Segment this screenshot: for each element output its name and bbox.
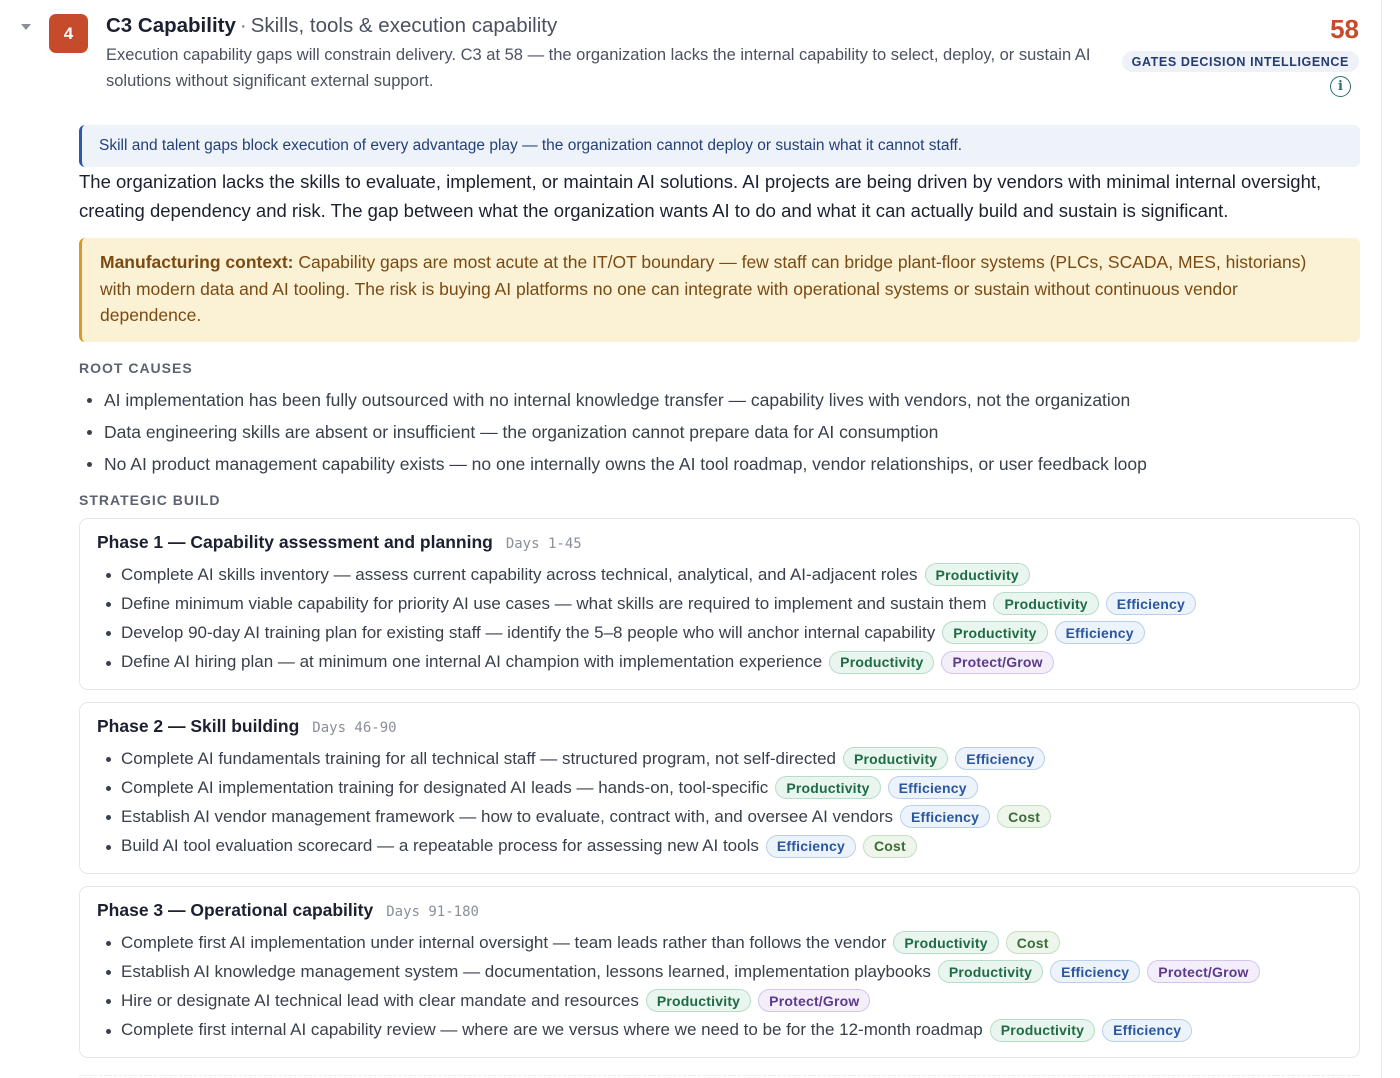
phase-item-text: Complete AI implementation training for designated AI leads — hands-on, tool-specific bbox=[121, 777, 769, 797]
phase-item bbox=[121, 648, 1359, 677]
tag-productivity-badge: Productivity bbox=[993, 592, 1098, 615]
tag-cost-badge: Cost bbox=[1006, 931, 1060, 954]
tag-cost-badge: Cost bbox=[863, 835, 917, 858]
tag-productivity-badge: Productivity bbox=[893, 931, 998, 954]
title-main: C3 Capability bbox=[106, 14, 236, 37]
phase-item bbox=[121, 618, 1359, 647]
phase-item-text: Complete AI skills inventory — assess current capability across technical, analytical, and AI-adjacent roles bbox=[121, 564, 918, 584]
phase-item bbox=[121, 744, 1359, 773]
section-summary: Execution capability gaps will constrain delivery. C3 at 58 — the organization lacks the internal capability to select, deploy, or sustain AI solutions without significant external support. bbox=[106, 46, 1091, 90]
tag-efficiency-badge: Efficiency bbox=[900, 805, 990, 828]
score-value: 58 bbox=[1330, 14, 1359, 44]
tag-efficiency-badge: Efficiency bbox=[1106, 592, 1196, 615]
phase-item bbox=[121, 957, 1359, 986]
phase-item-text: Establish AI knowledge management system — documentation, lessons learned, implementation playbooks bbox=[121, 961, 931, 981]
phase-days: Days 1-45 bbox=[505, 536, 582, 552]
context-text: Capability gaps are most acute at the IT/OT boundary — few staff can bridge plant-floor systems (PLCs, SCADA, MES, historians) with modern data and AI tooling. The risk is buying AI platforms no one can integrate with operational systems or sustain without continuous vendor dependence. bbox=[100, 252, 1307, 325]
body-paragraph: The organization lacks the skills to evaluate, implement, or maintain AI solutions. AI projects are being driven by vendors with minimal internal oversight, creating dependency and risk. The gap between what the organization wants AI to do and what it can actually build and sustain is significant. bbox=[79, 171, 1322, 221]
phase-item bbox=[121, 928, 1359, 957]
tag-protect-badge: Protect/Grow bbox=[1147, 960, 1259, 983]
section-title bbox=[106, 14, 557, 38]
key-insight-callout bbox=[79, 125, 1360, 167]
phase-title: Phase 3 — Operational capability bbox=[97, 900, 374, 920]
phase-item-list bbox=[97, 928, 1359, 1045]
source-badge: GATES DECISION INTELLIGENCE bbox=[1122, 51, 1359, 72]
tag-productivity-badge: Productivity bbox=[829, 651, 934, 674]
phase-days: Days 46-90 bbox=[312, 720, 397, 736]
phase-item-text: Complete first internal AI capability review — where are we versus where we need to be for the 12-month roadmap bbox=[121, 1020, 983, 1040]
phase-item-text: Complete AI fundamentals training for all technical staff — structured program, not self-directed bbox=[121, 748, 836, 768]
tag-productivity-badge: Productivity bbox=[775, 776, 880, 799]
tag-productivity-badge: Productivity bbox=[843, 747, 948, 770]
tag-protect-badge: Protect/Grow bbox=[758, 989, 870, 1012]
info-icon[interactable]: i bbox=[1330, 76, 1351, 97]
phase-title: Phase 1 — Capability assessment and planning bbox=[97, 532, 493, 552]
root-cause-item: AI implementation has been fully outsourced with no internal knowledge transfer — capability lives with vendors, not the organization bbox=[104, 384, 1147, 416]
tag-productivity-badge: Productivity bbox=[990, 1019, 1095, 1042]
phase-title: Phase 2 — Skill building bbox=[97, 716, 300, 736]
tag-efficiency-badge: Efficiency bbox=[955, 747, 1045, 770]
phase-item-text: Hire or designate AI technical lead with clear mandate and resources bbox=[121, 990, 639, 1010]
phase-item-text: Establish AI vendor management framework — how to evaluate, contract with, and oversee AI vendors bbox=[121, 806, 894, 826]
collapse-chevron-icon[interactable] bbox=[19, 20, 33, 34]
root-cause-item: No AI product management capability exists — no one internally owns the AI tool roadmap, vendor relationships, or user feedback loop bbox=[104, 448, 1147, 480]
root-cause-item: Data engineering skills are absent or insufficient — the organization cannot prepare data for AI consumption bbox=[104, 416, 1147, 448]
manufacturing-context-callout bbox=[79, 238, 1360, 342]
tag-efficiency-badge: Efficiency bbox=[1055, 621, 1145, 644]
phase-item bbox=[121, 1016, 1359, 1045]
tag-efficiency-badge: Efficiency bbox=[1050, 960, 1140, 983]
phase-card-2 bbox=[79, 702, 1360, 874]
phase-item-text: Build AI tool evaluation scorecard — a repeatable process for assessing new AI tools bbox=[121, 836, 759, 856]
tag-protect-badge: Protect/Grow bbox=[941, 651, 1053, 674]
title-subtitle: Skills, tools & execution capability bbox=[250, 14, 558, 37]
tag-efficiency-badge: Efficiency bbox=[766, 835, 856, 858]
phase-item bbox=[121, 986, 1359, 1015]
tag-efficiency-badge: Efficiency bbox=[888, 776, 978, 799]
phase-item bbox=[121, 773, 1359, 802]
divider bbox=[79, 1075, 1360, 1076]
callout-text: Skill and talent gaps block execution of every advantage play — the organization cannot deploy or sustain what it cannot staff. bbox=[99, 137, 963, 154]
tag-efficiency-badge: Efficiency bbox=[1102, 1019, 1192, 1042]
context-label: Manufacturing context: bbox=[100, 252, 294, 272]
root-causes-list bbox=[104, 384, 1147, 480]
phase-days: Days 91-180 bbox=[386, 904, 479, 920]
phase-item-text: Develop 90-day AI training plan for existing staff — identify the 5–8 people who will anchor internal capability bbox=[121, 622, 936, 642]
phase-item bbox=[121, 560, 1359, 589]
tag-productivity-badge: Productivity bbox=[925, 563, 1030, 586]
section-number-badge: 4 bbox=[49, 14, 88, 53]
title-separator: · bbox=[239, 14, 247, 37]
phase-item-text: Complete first AI implementation under internal oversight — team leads rather than follows the vendor bbox=[121, 932, 887, 952]
phase-item-text: Define minimum viable capability for priority AI use cases — what skills are required to implement and sustain them bbox=[121, 593, 987, 613]
phase-card-3 bbox=[79, 886, 1360, 1058]
phase-item bbox=[121, 832, 1359, 861]
phase-item-text: Define AI hiring plan — at minimum one internal AI champion with implementation experience bbox=[121, 652, 823, 672]
phase-item bbox=[121, 589, 1359, 618]
phase-card-1 bbox=[79, 518, 1360, 690]
tag-productivity-badge: Productivity bbox=[942, 621, 1047, 644]
phase-item bbox=[121, 802, 1359, 831]
phase-item-list bbox=[97, 560, 1359, 677]
tag-cost-badge: Cost bbox=[997, 805, 1051, 828]
tag-productivity-badge: Productivity bbox=[938, 960, 1043, 983]
tag-productivity-badge: Productivity bbox=[646, 989, 751, 1012]
root-causes-heading: ROOT CAUSES bbox=[79, 360, 193, 376]
strategic-build-heading: STRATEGIC BUILD bbox=[79, 492, 221, 508]
phase-item-list bbox=[97, 744, 1359, 861]
